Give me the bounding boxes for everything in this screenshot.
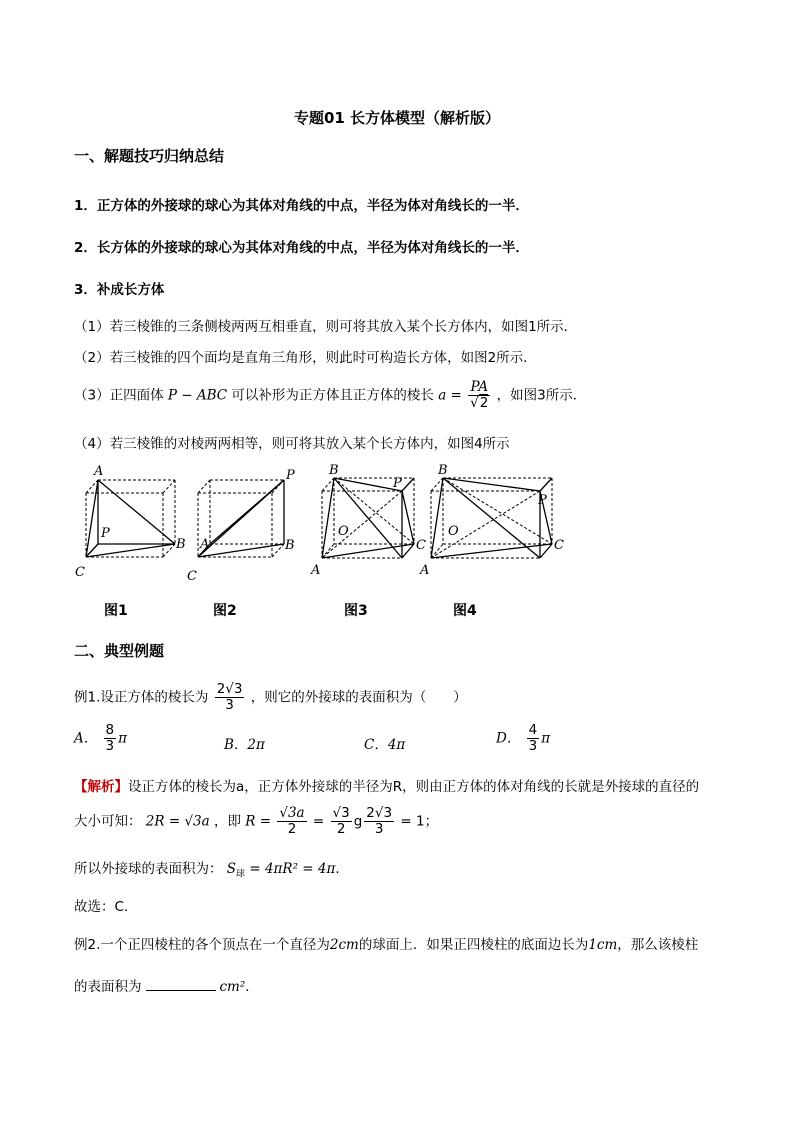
figure-3 bbox=[310, 463, 426, 578]
solution-tag: 【解析】 bbox=[74, 779, 128, 795]
fig1-label-A: A bbox=[94, 464, 104, 479]
tip-3-item-3 bbox=[74, 380, 586, 411]
edge-fraction-den: √2 bbox=[470, 395, 489, 411]
fig4-label-A: A bbox=[420, 563, 430, 578]
figure-1 bbox=[75, 464, 186, 580]
example-2-line2-prefix: 的表面积为 bbox=[74, 979, 142, 995]
fig4-label-P: P bbox=[538, 493, 547, 508]
option-d-label: D． bbox=[496, 730, 521, 747]
fig4-label-C: C bbox=[554, 538, 564, 553]
radius-fraction-3 bbox=[364, 806, 394, 837]
solution-1-line-1 bbox=[74, 775, 699, 795]
radius-fraction-3-den: 3 bbox=[374, 821, 384, 837]
section-heading-examples: 二、典型例题 bbox=[74, 642, 165, 660]
edge-symbol: a = bbox=[438, 387, 462, 404]
edge-fraction-radicand: 2 bbox=[479, 395, 489, 411]
example-2-line-1 bbox=[74, 933, 698, 953]
surface-area-symbol: S bbox=[226, 861, 237, 877]
fig2-label-P: P bbox=[286, 468, 295, 483]
solution-line3-prefix: 所以外接球的表面积为： bbox=[74, 861, 223, 877]
example-2-middle: 的球面上．如果正四棱柱的底面边长为 bbox=[358, 937, 589, 953]
example-1-suffix: ，则它的外接球的表面积为（ ） bbox=[250, 689, 467, 706]
tetrahedron-name: P − ABC bbox=[167, 387, 228, 404]
fig2-label-A: A bbox=[200, 537, 210, 552]
diameter-equation: 2R = √3a bbox=[145, 813, 210, 830]
option-a-den: 3 bbox=[105, 738, 115, 754]
option-d-fraction bbox=[527, 723, 540, 754]
edge-length-num: 2√3 bbox=[216, 681, 243, 697]
edge-length-fraction bbox=[215, 682, 245, 713]
tip-2: 2．长方体的外接球的球心为其体对角线的中点，半径为体对角线长的一半． bbox=[74, 240, 529, 256]
solution-1-answer: 故选：C． bbox=[74, 899, 138, 915]
solution-line2-prefix: 大小可知： bbox=[74, 813, 142, 830]
option-d-den: 3 bbox=[528, 738, 538, 754]
fig3-label-B: B bbox=[329, 463, 339, 478]
radius-fraction-2-den: 2 bbox=[336, 821, 346, 837]
solution-line2-mid: ，即 bbox=[213, 813, 241, 830]
tip-1: 1．正方体的外接球的球心为其体对角线的中点，半径为体对角线长的一半． bbox=[74, 198, 529, 214]
tip-3-item-1: （1）若三棱锥的三条侧棱两两互相垂直，则可将其放入某个长方体内，如图1所示． bbox=[74, 319, 578, 335]
figure-4 bbox=[419, 463, 564, 578]
radius-fraction-1-den: 2 bbox=[287, 821, 297, 837]
item-3-prefix: （3）正四面体 bbox=[74, 387, 164, 404]
example-2-line-2 bbox=[74, 975, 259, 995]
area-unit: cm² bbox=[219, 979, 246, 995]
solution-1-text: 设正方体的棱长为a，正方体外接球的半径为R，则由正方体的体对角线的长就是外接球的直径的 bbox=[128, 779, 700, 795]
equals-sign: = bbox=[312, 813, 325, 830]
figures-row bbox=[70, 462, 590, 587]
fig3-label-A: A bbox=[311, 563, 321, 578]
figure-3-caption: 图3 bbox=[344, 603, 368, 619]
fig4-label-B: B bbox=[438, 463, 448, 478]
option-a-num: 8 bbox=[105, 722, 115, 738]
edge-length-den: 3 bbox=[225, 697, 234, 713]
option-d[interactable] bbox=[496, 723, 550, 754]
fig1-label-P: P bbox=[101, 526, 110, 541]
fig1-label-C: C bbox=[75, 565, 85, 580]
edge-fraction bbox=[468, 380, 490, 411]
section-heading-tips: 一、解题技巧归纳总结 bbox=[74, 147, 225, 165]
option-d-num: 4 bbox=[528, 722, 538, 738]
page-title: 专题01 长方体模型（解析版） bbox=[293, 109, 501, 127]
option-a-fraction bbox=[104, 723, 117, 754]
option-a-label: A． bbox=[74, 730, 98, 747]
answer-blank[interactable] bbox=[146, 978, 216, 991]
example-1-prefix: 例1.设正方体的棱长为 bbox=[74, 689, 209, 706]
figure-1-caption: 图1 bbox=[104, 603, 128, 619]
example-1-stem bbox=[74, 682, 467, 713]
item-3-suffix: ，如图3所示． bbox=[496, 387, 587, 404]
option-d-pi: π bbox=[541, 730, 551, 747]
radius-symbol: R = bbox=[245, 813, 272, 830]
fig2-label-B: B bbox=[285, 538, 295, 553]
fig1-label-B: B bbox=[176, 537, 186, 552]
figure-4-caption: 图4 bbox=[453, 603, 477, 619]
base-side-length: 1cm bbox=[588, 937, 618, 953]
fig3-label-O: O bbox=[338, 524, 349, 539]
solution-1-line-3 bbox=[74, 857, 349, 880]
tip-3-item-2: （2）若三棱锥的四个面均是直角三角形，则此时可构造长方体，如图2所示． bbox=[74, 350, 537, 366]
edge-fraction-num: PA bbox=[468, 380, 490, 396]
fig4-label-O: O bbox=[448, 524, 459, 539]
tip-3: 3．补成长方体 bbox=[74, 282, 165, 298]
item-3-middle: 可以补形为正方体且正方体的棱长 bbox=[231, 387, 434, 404]
radius-fraction-1-num: √3a bbox=[279, 805, 305, 821]
radius-fraction-2-num: √3 bbox=[332, 805, 350, 821]
radius-fraction-3-num: 2√3 bbox=[366, 805, 393, 821]
example-2-line2-end: ． bbox=[245, 979, 259, 995]
fig3-label-P: P bbox=[393, 476, 402, 491]
option-b[interactable]: B．2π bbox=[224, 737, 265, 753]
example-2-end: ，那么该棱柱 bbox=[617, 937, 699, 953]
radius-fraction-2 bbox=[331, 806, 352, 837]
fig3-label-C: C bbox=[416, 538, 426, 553]
dot-glyph: g bbox=[353, 813, 363, 830]
tip-3-item-4: （4）若三棱锥的对棱两两相等，则可将其放入某个长方体内，如图4所示 bbox=[74, 436, 510, 452]
option-c[interactable]: C．4π bbox=[364, 737, 406, 753]
radius-result: = 1； bbox=[400, 813, 439, 830]
example-2-prefix: 例2.一个正四棱柱的各个顶点在一个直径为 bbox=[74, 937, 330, 953]
surface-area-equation: = 4πR² = 4π bbox=[249, 861, 336, 877]
figure-2 bbox=[187, 468, 295, 584]
solution-line3-end: ． bbox=[335, 861, 349, 877]
radius-fraction-1 bbox=[277, 806, 306, 837]
figure-2-caption: 图2 bbox=[213, 603, 237, 619]
option-a-pi: π bbox=[118, 730, 128, 747]
solution-1-line-2 bbox=[74, 806, 438, 837]
option-a[interactable] bbox=[74, 723, 127, 754]
surface-area-subscript: 球 bbox=[236, 869, 246, 880]
fig2-label-C: C bbox=[187, 569, 197, 584]
sphere-diameter: 2cm bbox=[329, 937, 359, 953]
